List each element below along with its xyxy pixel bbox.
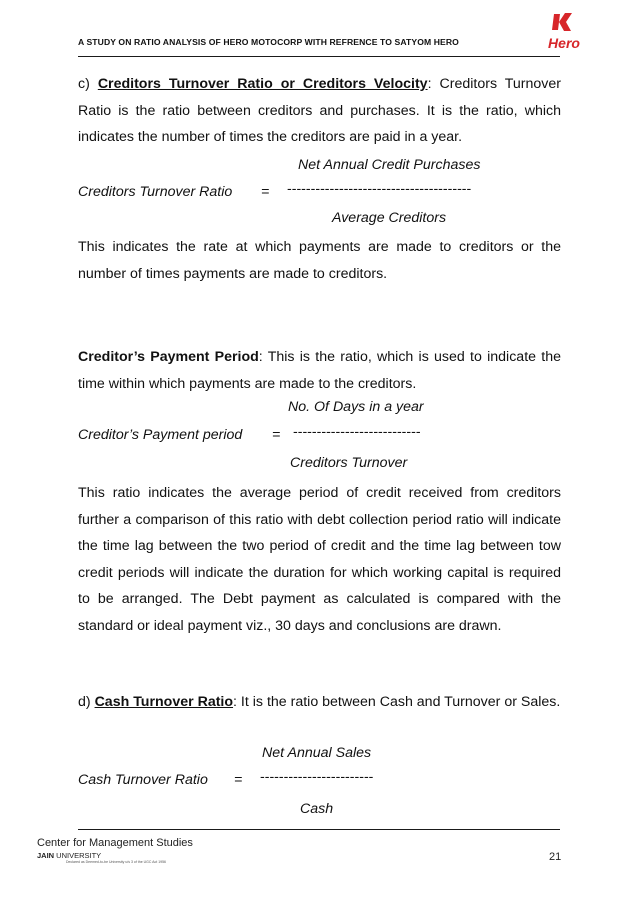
hero-logo-text: Hero — [548, 35, 580, 51]
header-rule — [78, 56, 560, 57]
formula-d-divider: ------------------------ — [260, 769, 374, 785]
payment-period-intro — [78, 344, 561, 397]
footer-tagline: Declared as Deemed-to-be University u/s 3 of the UGC Act 1956 — [66, 860, 166, 864]
footer-university — [37, 851, 101, 860]
formula-c-label: Creditors Turnover Ratio — [78, 184, 233, 200]
payment-period-description: : This is the ratio, which is used to indicate the time within which payments are made to the creditors. — [78, 349, 561, 392]
formula-pp-label: Creditor’s Payment period — [78, 427, 243, 443]
formula-pp-equals: = — [272, 427, 281, 443]
formula-c-equals: = — [261, 184, 270, 200]
hero-logo — [532, 10, 596, 56]
footer-org-name: Center for Management Studies — [37, 837, 193, 849]
section-d-prefix: d) — [78, 694, 95, 710]
footer-rule — [78, 829, 560, 830]
creditors-turnover-heading: Creditors Turnover Ratio or Creditors Velocity — [97, 76, 428, 92]
formula-d-numerator: Net Annual Sales — [262, 745, 372, 761]
creditors-turnover-explanation: This indicates the rate at which payments are made to creditors or the number of times payments are made to creditors. — [78, 239, 561, 282]
formula-c-numerator: Net Annual Credit Purchases — [298, 157, 481, 173]
section-c-prefix: c) — [78, 76, 98, 92]
cash-turnover-description: : It is the ratio between Cash and Turnover or Sales. — [233, 694, 561, 710]
formula-d-label: Cash Turnover Ratio — [78, 772, 208, 788]
payment-period-explanation: This ratio indicates the average period of credit received from creditors further a comparison of this ratio with debt collection period ratio will indicate the time lag between the two period of credit and the time lag between tow credit periods will indicate the duration for which working capital is required to be arranged. The Debt payment as calculated is compared with the standard or ideal payment viz., 30 days and conclusions are drawn. — [78, 485, 561, 634]
footer-university-bold: JAIN — [37, 851, 55, 860]
creditors-turnover-description: : Creditors Turnover Ratio is the ratio between creditors and purchases. It is the ratio, which indicates the number of times the creditors are paid in a year. — [78, 76, 562, 145]
page-number: 21 — [549, 851, 562, 863]
creditors-turnover-intro — [78, 71, 561, 151]
formula-pp-divider: --------------------------- — [293, 424, 421, 440]
footer-university-rest: UNIVERSITY — [54, 851, 102, 860]
formula-c-denominator: Average Creditors — [332, 210, 447, 226]
cash-turnover-heading: Cash Turnover Ratio — [94, 694, 234, 710]
running-header: A STUDY ON RATIO ANALYSIS OF HERO MOTOCORP WITH REFRENCE TO SATYOM HERO — [78, 37, 459, 47]
cash-turnover-intro — [78, 689, 561, 716]
payment-period-heading: Creditor’s Payment Period — [78, 349, 259, 365]
formula-d-denominator: Cash — [300, 801, 334, 817]
formula-pp-denominator: Creditors Turnover — [290, 455, 408, 471]
hero-logo-mark — [532, 10, 596, 56]
formula-d-equals: = — [234, 772, 243, 788]
formula-c-divider: --------------------------------------- — [287, 181, 472, 197]
formula-pp-numerator: No. Of Days in a year — [288, 399, 424, 415]
